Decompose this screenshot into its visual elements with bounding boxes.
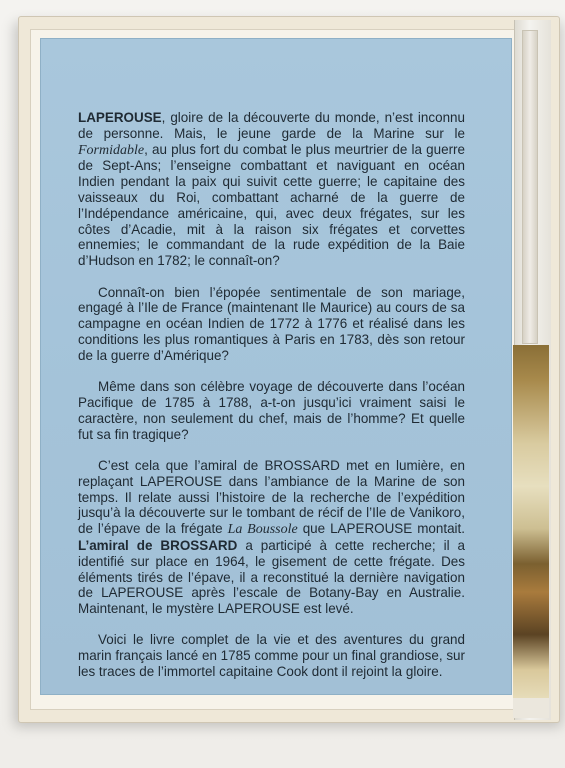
blurb-text <box>78 110 465 695</box>
blurb-p4-segment-1: C’est cela que l’amiral de BROSSARD met en lumière, en replaçant LAPEROUSE dans l’ambiance de la Marine de son temps. Il relate aussi l’histoire de la recherche de l’expédition jusqu’à la découverte sur le tombant de récif de l’Ile de Vanikoro, de l’épave de la frégate <box>78 457 465 537</box>
blurb-paragraph-2 <box>78 285 465 364</box>
blurb-paragraph-3 <box>78 379 465 442</box>
blurb-p1-segment-1: LAPEROUSE <box>78 110 162 125</box>
blurb-p5-segment-1: Voici le livre complet de la vie et des aventures du grand marin français lancé en 1785 comme pour un final grandiose, sur les traces de l’immortel capitaine Cook dont il rejoint la gloire. <box>78 632 465 680</box>
spine-illustration <box>513 345 549 698</box>
blurb-p1-segment-3: Formidable <box>78 142 145 158</box>
blurb-p1-segment-2: , gloire de la découverte du monde, n’est inconnu de personne. Mais, le jeune garde de la Marine sur le <box>78 110 465 141</box>
blurb-p4-segment-2: La Boussole <box>227 522 298 538</box>
blurb-p2-segment-1: Connaît-on bien l’épopée sentimentale de son mariage, engagé à l’Ile de France (maintenant Ile Maurice) au cours de sa campagne en océan Indien de 1772 à 1776 et réalisé dans les conditions les plus romantiques à Paris en 1783, dès son retour de la guerre d’Amérique? <box>78 284 465 363</box>
blurb-p1-segment-4: , au plus fort du combat le plus meurtrier de la guerre de Sept-Ans; l’enseigne combattant et naviguant en océan Indien pendant la paix qui suivit cette guerre; le capitaine des vaisseaux du Roi, combattant acharné de la guerre de l’Indépendance américaine, qui, avec deux frégates, sur les côtes d’Acadie, mit à la raison six frégates et corvettes ennemies; le commandant de la rude expédition de la Baie d’Hudson en 1782; le connaît-on? <box>78 141 465 269</box>
blurb-paragraph-4 <box>78 458 465 617</box>
blurb-p4-segment-5: a participé à cette recherche; il a identifié sur place en 1964, le gisement de cette frégate. Des éléments tirés de l’épave, il a reconstitué la dernière navigation de LAPEROUSE après l’escale de Botany-Bay en Australie. Maintenant, le mystère LAPEROUSE est levé. <box>78 537 466 617</box>
spine-top-stripe <box>522 30 538 344</box>
spine-bottom <box>513 698 549 718</box>
blurb-p4-segment-4: L’amiral de BROSSARD <box>78 537 238 553</box>
blurb-p4-segment-3: que LAPEROUSE montait. <box>297 521 465 537</box>
blurb-paragraph-1 <box>78 110 465 269</box>
blurb-p3-segment-1: Même dans son célèbre voyage de découverte dans l’océan Pacifique de 1785 à 1788, a-t-on jusqu’ici vraiment saisi le caractère, non seulement du chef, mais de l’homme? Et quelle fut sa fin tragique? <box>78 379 465 442</box>
blurb-paragraph-5 <box>78 632 465 679</box>
